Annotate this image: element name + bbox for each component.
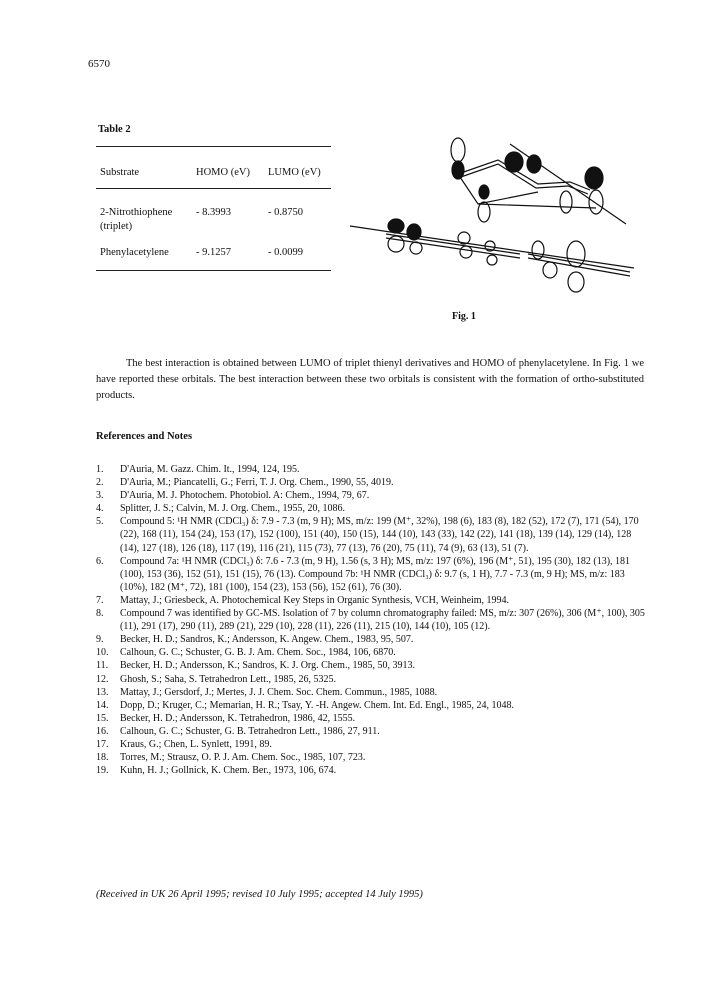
reference-number: 19. [96, 765, 109, 777]
orbital-lobe [589, 190, 603, 214]
page-number: 6570 [88, 58, 110, 70]
reference-number: 14. [96, 699, 109, 711]
orbital-lobe [478, 202, 490, 222]
reference-number: 17. [96, 738, 109, 750]
reference-text: Compound 7 was identified by GC-MS. Isolation of 7 by column chromatography failed: MS, m/z: 307 (26%), 306 (M⁺, 100), 305 (11), 291 (17), 290 (11), 289 (21), 229 (10), 228 (11), 226 (11), 215 (10), 144 (10), 105 (12). [120, 608, 645, 633]
table-header-lumo: LUMO (eV) [268, 167, 321, 178]
reference-item [96, 594, 646, 607]
reference-number: 7. [96, 594, 104, 606]
orbital-lobe [527, 155, 541, 173]
reference-number: 2. [96, 477, 104, 489]
reference-text: D'Auria, M. Gazz. Chim. It., 1994, 124, 195. [120, 464, 300, 475]
reference-text: Compound 5: ¹H NMR (CDCl₃) δ: 7.9 - 7.3 (m, 9 H); MS, m/z: 199 (M⁺, 32%), 198 (6), 183 (8), 182 (52), 172 (7), 171 (54), 170 (22), 168 (11), 154 (24), 153 (17), 152 (100), 151 (40), 150 (15), 144 (10), 143 (33), 142 (22), 141 (18), 139 (14), 129 (14), 128 (14), 127 (18), 126 (18), 117 (19), 116 (21), 115 (73), 77 (13), 76 (20), 75 (11), 74 (9), 63 (13), 51 (7). [120, 516, 639, 554]
orbital-figure [338, 130, 638, 300]
table-header-substrate: Substrate [100, 167, 140, 178]
orbital-lobe [410, 242, 422, 254]
reference-text: Dopp, D.; Kruger, C.; Memarian, H. R.; Tsay, Y. -H. Angew. Chem. Int. Ed. Engl., 1985, 24, 1048. [120, 699, 515, 711]
reference-text: Calhoun, G. C.; Schuster, G. B. Tetrahedron Lett., 1986, 27, 911. [120, 725, 380, 737]
reference-number: 9. [96, 634, 104, 646]
reference-text: Ghosh, S.; Saha, S. Tetrahedron Lett., 1985, 26, 5325. [120, 673, 337, 685]
table-row-substrate: Phenylacetylene [100, 247, 169, 258]
orbital-lobe [451, 138, 465, 162]
orbital-lobe [452, 161, 464, 179]
orbital-lobe [458, 232, 470, 244]
table-top-rule [96, 146, 331, 147]
reference-number: 6. [96, 555, 104, 567]
orbital-lobe [543, 262, 557, 278]
references-heading: References and Notes [96, 431, 193, 442]
table-row-lumo: - 0.0099 [268, 247, 303, 258]
reference-number: 4. [96, 503, 104, 515]
table-row-substrate-line2: (triplet) [100, 221, 133, 232]
orbital-lobe [388, 219, 404, 233]
reference-number: 13. [96, 686, 109, 698]
reference-text: Kraus, G.; Chen, L. Synlett, 1991, 89. [120, 738, 272, 750]
figure-caption: Fig. 1 [452, 311, 476, 322]
reference-text: Becker, H. D.; Andersson, K.; Sandros, K. J. Org. Chem., 1985, 50, 3913. [120, 660, 415, 672]
reference-text: D'Auria, M. J. Photochem. Photobiol. A: Chem., 1994, 79, 67. [120, 490, 370, 502]
reference-number: 11. [96, 660, 109, 672]
reference-item [96, 725, 646, 738]
reference-item [96, 463, 646, 476]
upper-ring-bond [458, 164, 588, 194]
reference-item [96, 489, 646, 502]
orbital-lobe [505, 152, 523, 172]
reference-item [96, 555, 646, 594]
reference-text: D'Auria, M.; Piancatelli, G.; Ferri, T. J. Org. Chem., 1990, 55, 4019. [120, 477, 394, 489]
reference-number: 18. [96, 752, 109, 764]
reference-text: Kuhn, H. J.; Gollnick, K. Chem. Ber., 1973, 106, 674. [120, 765, 337, 777]
table-header-homo: HOMO (eV) [196, 167, 250, 178]
reference-item [96, 712, 646, 725]
reference-number: 12. [96, 673, 109, 685]
orbital-lobe [487, 255, 497, 265]
reference-item [96, 515, 646, 554]
reference-item [96, 659, 646, 672]
table-bottom-rule [96, 270, 331, 271]
reference-number: 10. [96, 647, 109, 659]
orbital-lobe [460, 246, 472, 258]
reference-item [96, 751, 646, 764]
reference-item [96, 502, 646, 515]
table-row-homo: - 9.1257 [196, 247, 231, 258]
reference-item [96, 646, 646, 659]
reference-number: 3. [96, 490, 104, 502]
orbital-lobe [560, 191, 572, 213]
reference-item [96, 738, 646, 751]
table-row-lumo: - 0.8750 [268, 207, 303, 218]
reference-number: 15. [96, 712, 109, 724]
reference-item [96, 607, 646, 633]
reference-number: 1. [96, 464, 104, 475]
table-row-homo: - 8.3993 [196, 207, 231, 218]
reference-item [96, 673, 646, 686]
orbital-lobe [567, 241, 585, 267]
orbital-lobe [388, 236, 404, 252]
orbital-lobe [585, 167, 603, 189]
reference-text: Compound 7a: ¹H NMR (CDCl₃) δ: 7.6 - 7.3 (m, 9 H), 1.56 (s, 3 H); MS, m/z: 197 (6%), 196 (M⁺, 51), 195 (30), 182 (13), 181 (100), 153 (36), 152 (51), 151 (15), 76 (13). Compound 7b: ¹H NMR (CDCl₃) δ: 9.7 (s, 1 H), 7.7 - 7.3 (m, 9 H); MS, m/z: 183 (10%), 182 (M⁺, 72), 181 (100), 154 (23), 153 (56), 152 (61), 76 (30). [120, 555, 631, 593]
reference-text: Splitter, J. S.; Calvin, M. J. Org. Chem., 1955, 20, 1086. [120, 503, 345, 515]
reference-text: Torres, M.; Strausz, O. P. J. Am. Chem. Soc., 1985, 107, 723. [120, 752, 366, 764]
table-header-rule [96, 188, 331, 189]
reference-item [96, 686, 646, 699]
references-list [96, 463, 646, 777]
reference-number: 16. [96, 725, 109, 737]
reference-text: Becker, H. D.; Sandros, K.; Andersson, K. Angew. Chem., 1983, 95, 507. [120, 634, 414, 646]
reference-text: Becker, H. D.; Andersson, K. Tetrahedron, 1986, 42, 1555. [120, 712, 356, 724]
reference-item [96, 699, 646, 712]
received-dates: (Received in UK 26 April 1995; revised 10 July 1995; accepted 14 July 1995) [96, 889, 423, 900]
orbital-lobe [568, 272, 584, 292]
upper-ring-bond [458, 174, 538, 204]
reference-item [96, 764, 646, 777]
orbital-lobe [479, 185, 489, 199]
table-title: Table 2 [98, 124, 131, 135]
orbital-lobe [407, 224, 421, 240]
body-paragraph: The best interaction is obtained between LUMO of triplet thienyl derivatives and HOMO of phenylacetylene. In Fig. 1 we have reported these orbitals. The best interaction between these two orbitals is consistent with the formation of ortho-substituted products. [96, 357, 644, 401]
table-row-substrate: 2-Nitrothiophene [100, 207, 173, 218]
reference-text: Mattay, J.; Gersdorf, J.; Mertes, J. J. Chem. Soc. Chem. Commun., 1985, 1088. [120, 686, 438, 698]
lower-axis-line [386, 234, 520, 254]
reference-text: Mattay, J.; Griesbeck, A. Photochemical Key Steps in Organic Synthesis, VCH, Weinheim, 1994. [120, 594, 510, 606]
reference-item [96, 633, 646, 646]
reference-item [96, 476, 646, 489]
upper-axis-line [478, 204, 596, 208]
reference-text: Calhoun, G. C.; Schuster, G. B. J. Am. Chem. Soc., 1984, 106, 6870. [120, 647, 396, 659]
reference-number: 5. [96, 516, 104, 528]
reference-number: 8. [96, 608, 104, 620]
